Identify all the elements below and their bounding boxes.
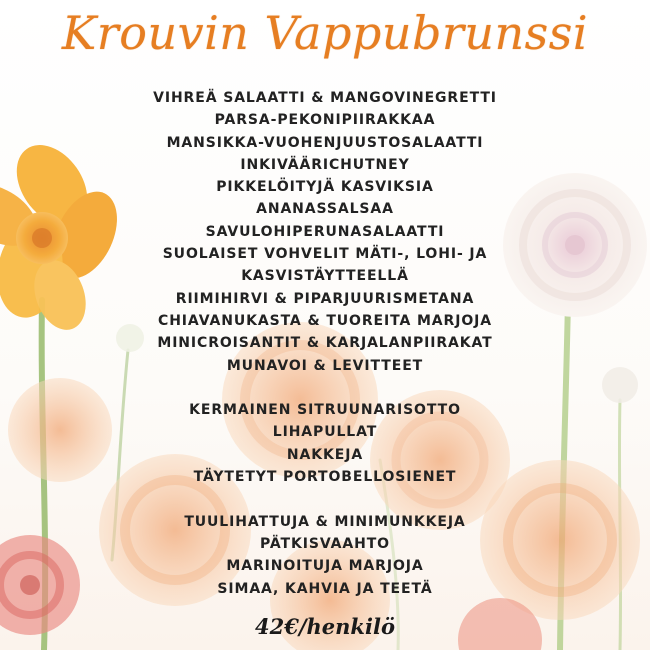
menu-item: VIHREÄ SALAATTI & MANGOVINEGRETTI [153,90,497,106]
menu-item: NAKKEJA [286,446,364,463]
menu-item: SUOLAISET VOHVELIT MÄTI-, LOHI- JA [162,246,488,263]
menu-item: MINICROISANTIT & KARJALANPIIRAKAT [157,335,493,352]
menu-item: INKIVÄÄRICHUTNEY [240,156,410,173]
menu-item: LIHAPULLAT [272,424,378,441]
menu-item: PARSA-PEKONIPIIRAKKAA [214,112,436,129]
menu-item: CHIAVANUKASTA & TUOREITA MARJOJA [158,312,492,329]
menu-item: TÄYTETYT PORTOBELLOSIENET [193,469,457,486]
menu-item: TUULIHATTUJA & MINIMUNKKEJA [184,513,466,530]
section-divider [100,488,550,510]
menu-item: MARINOITUJA MARJOJA [226,558,424,575]
menu-item: RIIMIHIRVI & PIPARJUURISMETANA [175,290,475,307]
menu-item: MANSIKKA-VUOHENJUUSTOSALAATTI [166,134,484,151]
section-divider [100,377,550,399]
menu-item: SIMAA, KAHVIA JA TEETÄ [217,580,433,597]
menu-item: PÄTKISVAAHTO [260,535,390,552]
page-title: Krouvin Vappubrunssi [61,6,589,60]
menu-item: SAVULOHIPERUNASALAATTI [205,223,445,240]
menu-item: ANANASSALSAA [256,201,394,218]
menu-item: MUNAVOI & LEVITTEET [226,357,424,374]
menu-item: KERMAINEN SITRUUNARISOTTO [189,402,461,419]
menu-item: PIKKELÖITYJÄ KASVIKSIA [216,179,434,196]
price-label: 42€/henkilö [255,614,395,639]
menu-item: KASVISTÄYTTEELLÄ [241,268,409,285]
menu-list [100,87,550,600]
